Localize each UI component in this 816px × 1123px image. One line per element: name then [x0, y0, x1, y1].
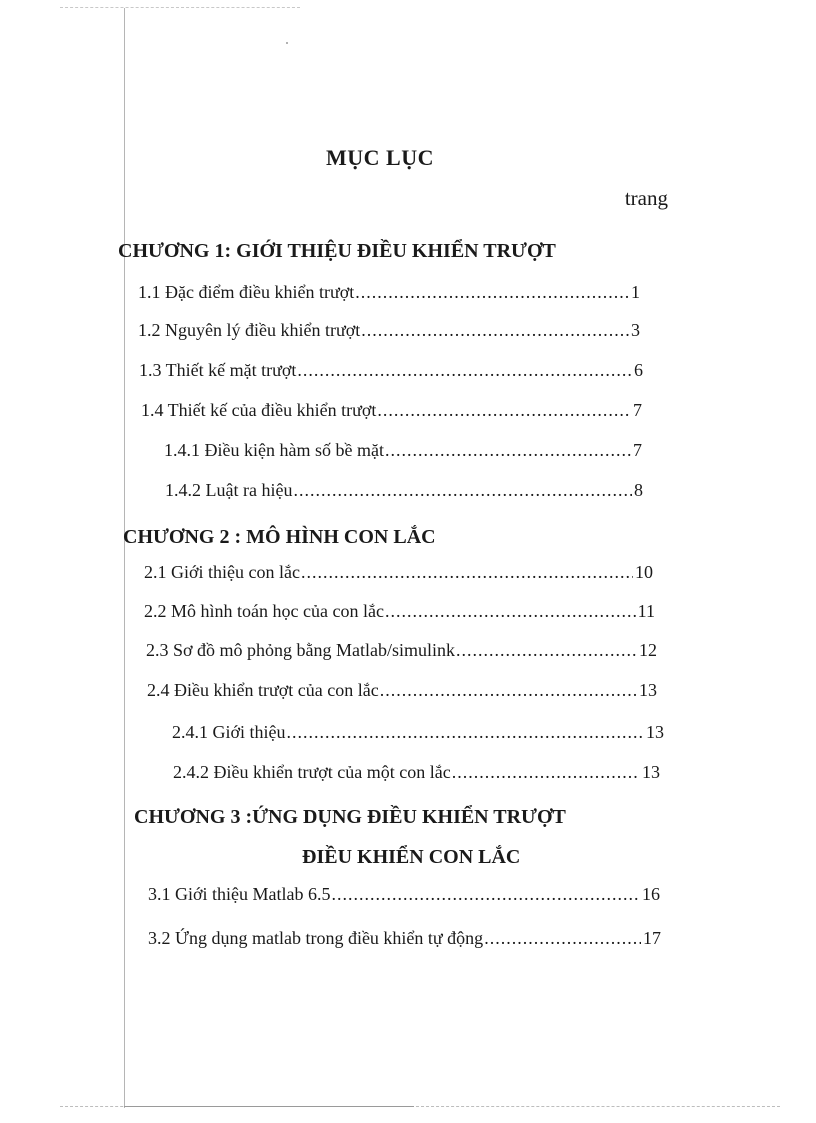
leader-dots — [301, 562, 633, 583]
scan-speck — [286, 42, 288, 44]
toc-entry-label: 1.1 Đặc điểm điều khiển trượt — [138, 282, 355, 302]
toc-entry[interactable] — [148, 884, 660, 905]
toc-entry[interactable] — [141, 400, 642, 421]
leader-dots — [293, 480, 632, 501]
toc-entry[interactable] — [173, 762, 660, 783]
toc-entry-label: 2.4.1 Giới thiệu — [172, 722, 286, 742]
toc-entry-page: 7 — [633, 440, 642, 460]
page-binding-edge — [124, 8, 125, 1108]
toc-entry[interactable] — [172, 722, 664, 743]
leader-dots — [380, 680, 637, 701]
toc-entry-page: 13 — [642, 762, 660, 782]
toc-entry-label: 2.4 Điều khiển trượt của con lắc — [147, 680, 379, 700]
page-column-label: trang — [624, 186, 668, 210]
leader-dots — [385, 601, 636, 622]
toc-entry-label: 1.4.1 Điều kiện hàm số bề mặt — [164, 440, 384, 460]
toc-entry-page: 8 — [634, 480, 643, 500]
chapter-3-heading: CHƯƠNG 3 :ỨNG DỤNG ĐIỀU KHIỂN TRƯỢT — [134, 806, 566, 828]
toc-entry-page: 7 — [633, 400, 642, 420]
toc-entry-page: 1 — [631, 282, 640, 302]
toc-entry-page: 12 — [639, 640, 657, 660]
toc-entry-label: 1.3 Thiết kế mặt trượt — [139, 360, 297, 380]
leader-dots — [355, 282, 629, 303]
toc-entry-page: 17 — [643, 928, 661, 948]
toc-entry[interactable] — [144, 601, 655, 622]
scan-edge-top — [60, 7, 300, 8]
toc-entry-page: 13 — [646, 722, 664, 742]
toc-entry[interactable] — [139, 360, 643, 381]
toc-entry-label: 2.2 Mô hình toán học của con lắc — [144, 601, 384, 621]
toc-entry-label: 3.1 Giới thiệu Matlab 6.5 — [148, 884, 331, 904]
toc-entry-page: 13 — [639, 680, 657, 700]
toc-entry-label: 2.3 Sơ đồ mô phỏng bằng Matlab/simulink — [146, 640, 456, 660]
leader-dots — [377, 400, 631, 421]
toc-entry-label: 2.1 Giới thiệu con lắc — [144, 562, 300, 582]
leader-dots — [361, 320, 629, 341]
toc-entry-page: 6 — [634, 360, 643, 380]
leader-dots — [484, 928, 641, 949]
toc-entry[interactable] — [165, 480, 643, 501]
leader-dots — [456, 640, 637, 661]
toc-entry-page: 16 — [642, 884, 660, 904]
toc-entry-page: 10 — [635, 562, 653, 582]
toc-entry-label: 2.4.2 Điều khiển trượt của một con lắc — [173, 762, 451, 782]
page-bottom-edge — [124, 1106, 414, 1107]
chapter-3-heading-line2: ĐIỀU KHIỂN CON LẮC — [302, 846, 521, 868]
toc-entry-label: 1.4 Thiết kế của điều khiển trượt — [141, 400, 377, 420]
chapter-2-heading: CHƯƠNG 2 : MÔ HÌNH CON LẮC — [123, 526, 436, 548]
toc-entry[interactable] — [148, 928, 661, 949]
leader-dots — [287, 722, 644, 743]
toc-entry-page: 3 — [631, 320, 640, 340]
toc-entry-label: 1.4.2 Luật ra hiệu — [165, 480, 293, 500]
toc-entry-label: 1.2 Nguyên lý điều khiển trượt — [138, 320, 361, 340]
leader-dots — [385, 440, 631, 461]
chapter-1-heading: CHƯƠNG 1: GIỚI THIỆU ĐIỀU KHIỂN TRƯỢT — [118, 240, 556, 262]
leader-dots — [297, 360, 632, 381]
toc-entry[interactable] — [138, 282, 640, 303]
leader-dots — [452, 762, 640, 783]
toc-entry[interactable] — [164, 440, 642, 461]
toc-entry-label: 3.2 Ứng dụng matlab trong điều khiển tự động — [148, 928, 484, 948]
toc-entry[interactable] — [147, 680, 657, 701]
toc-entry[interactable] — [146, 640, 657, 661]
toc-entry[interactable] — [144, 562, 653, 583]
toc-entry[interactable] — [138, 320, 640, 341]
page-title: MỤC LỤC — [326, 145, 434, 170]
leader-dots — [332, 884, 641, 905]
toc-entry-page: 11 — [637, 601, 655, 621]
